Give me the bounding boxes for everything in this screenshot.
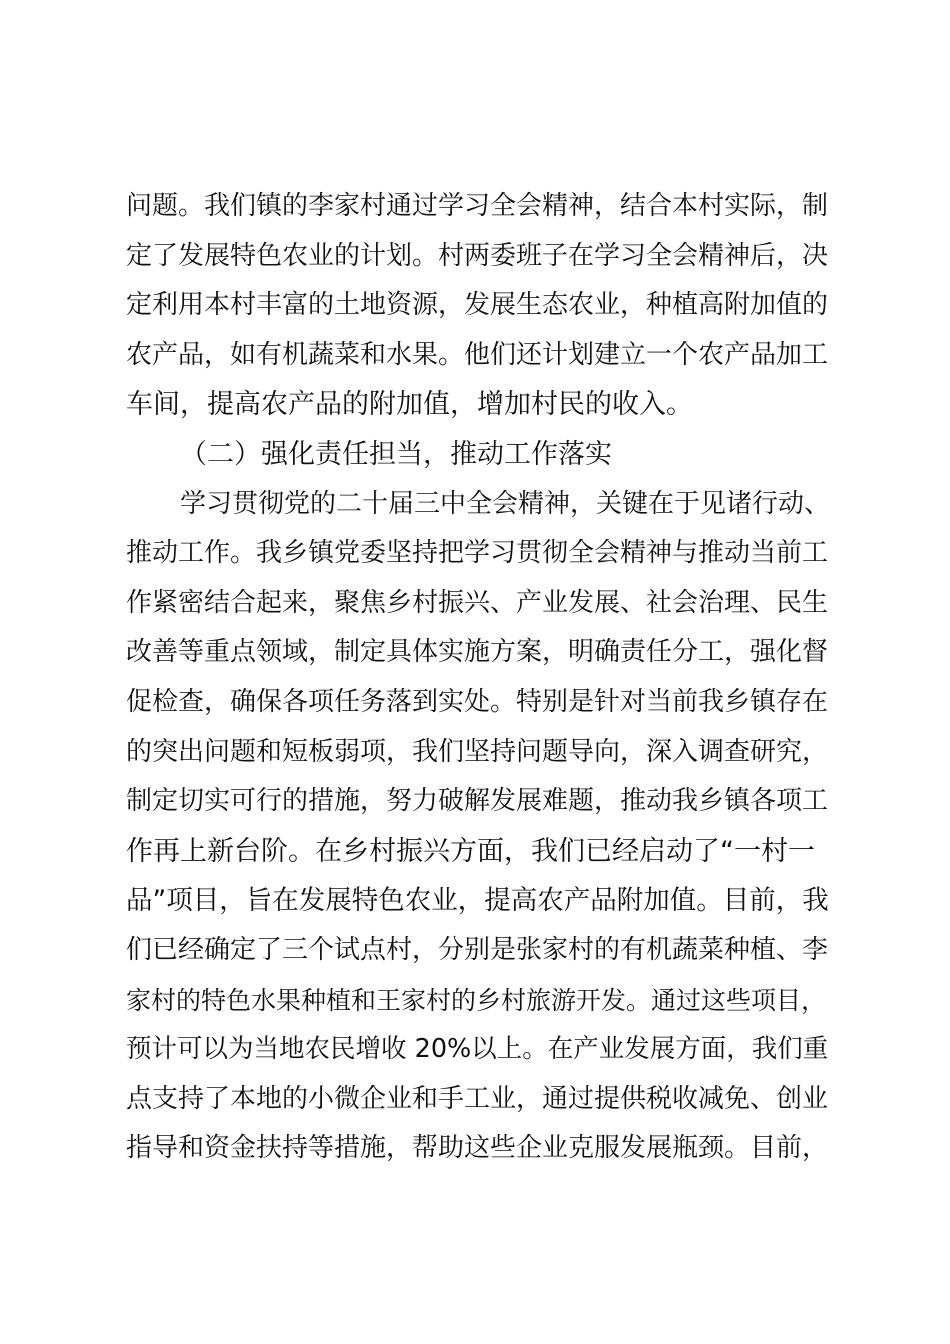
text-line: 作再上新台阶。在乡村振兴方面，我们已经启动了“一村一 <box>126 835 815 867</box>
text-line: 家村的特色水果种植和王家村的乡村旅游开发。通过这些项目， <box>126 985 827 1015</box>
text-line: 定利用本村丰富的土地资源，发展生态农业，种植高附加值的 <box>126 290 829 321</box>
text-line: 作紧密结合起来，聚焦乡村振兴、产业发展、社会治理、民生 <box>126 587 829 618</box>
text-line: 改善等重点领域，制定具体实施方案，明确责任分工，强化督 <box>126 637 829 668</box>
text-line: 们已经确定了三个试点村，分别是张家村的有机蔬菜种植、李 <box>126 934 829 965</box>
text-line: 点支持了本地的小微企业和手工业，通过提供税收减免、创业 <box>126 1083 829 1114</box>
text-line: 问题。我们镇的李家村通过学习全会精神，结合本村实际，制 <box>126 191 829 221</box>
text-line: 农产品，如有机蔬菜和水果。他们还计划建立一个农产品加工 <box>126 339 829 370</box>
text-line: 指导和资金扶持等措施，帮助这些企业克服发展瓶颈。目前， <box>126 1133 829 1164</box>
paragraph-first-line: 学习贯彻党的二十届三中全会精神，关键在于见诸行动、 <box>180 488 831 519</box>
body-text <box>126 182 836 1174</box>
text-line: 车间，提高农产品的附加值，增加村民的收入。 <box>126 389 693 421</box>
text-line: 制定切实可行的措施，努力破解发展难题，推动我乡镇各项工 <box>126 786 829 817</box>
text-line: 推动工作。我乡镇党委坚持把学习贯彻全会精神与推动当前工 <box>126 538 829 569</box>
text-line: 促检查，确保各项任务落到实处。特别是针对当前我乡镇存在 <box>126 686 829 717</box>
text-line: 预计可以为当地农民增收 20%以上。在产业发展方面，我们重 <box>126 1034 829 1065</box>
text-line: 定了发展特色农业的计划。村两委班子在学习全会精神后，决 <box>126 240 829 271</box>
section-heading: （二）强化责任担当，推动工作落实 <box>180 438 612 470</box>
text-line: 品”项目，旨在发展特色农业，提高农产品附加值。目前，我 <box>126 885 829 917</box>
text-line: 的突出问题和短板弱项，我们坚持问题导向，深入调查研究， <box>126 736 829 767</box>
